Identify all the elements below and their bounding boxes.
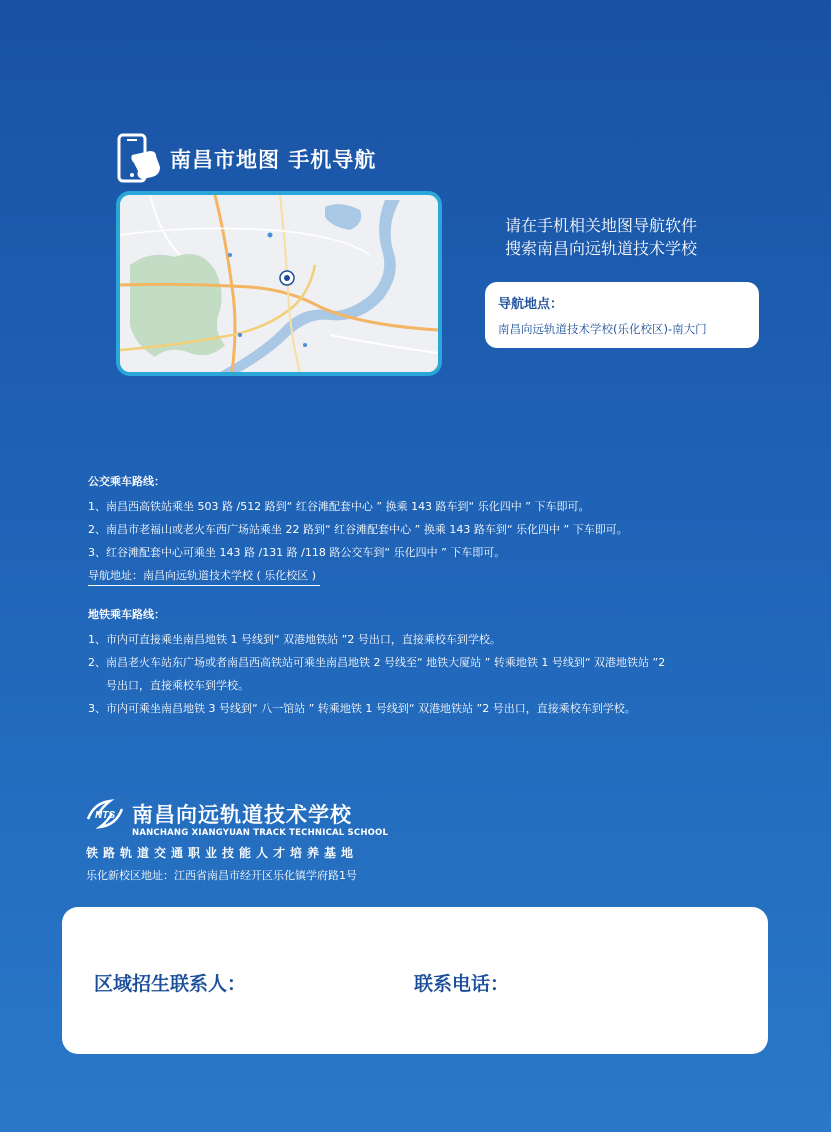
bus-routes-title: 公交乘车路线：	[88, 475, 165, 488]
metro-route-item: 2、南昌老火车站东广场或者南昌西高铁站可乘坐南昌地铁 2 号线至“ 地铁大厦站 ” 转乘地铁 1 号线到“ 双港地铁站 ”2	[88, 656, 666, 669]
nav-title: 南昌市地图 手机导航	[170, 148, 377, 172]
metro-route-item: 3、市内可乘坐南昌地铁 3 号线到“ 八一馆站 ” 转乘地铁 1 号线到“ 双港地铁站 ”2 号出口，直接乘校车到学校。	[88, 702, 636, 715]
school-logo-block	[84, 797, 388, 883]
school-logo-icon	[84, 797, 126, 831]
bus-nav-address: 导航地址：南昌向远轨道技术学校 ( 乐化校区 )	[88, 567, 320, 586]
school-slogan: 铁路轨道交通职业技能人才培养基地	[86, 846, 359, 860]
contact-person-label: 区域招生联系人：	[94, 973, 247, 995]
nav-destination-value: 南昌向远轨道技术学校(乐化校区)-南大门	[498, 322, 707, 336]
bus-route-item: 1、南昌西高铁站乘坐 503 路 /512 路到“ 红谷滩配套中心 ” 换乘 143 路车到“ 乐化四中 ” 下车即可。	[88, 500, 590, 513]
bus-routes	[88, 470, 628, 587]
nav-destination-label: 导航地点：	[498, 297, 564, 312]
metro-route-item: 1、市内可直接乘坐南昌地铁 1 号线到“ 双港地铁站 ”2 号出口，直接乘校车到学校。	[88, 633, 501, 646]
bus-route-item: 3、红谷滩配套中心可乘坐 143 路 /131 路 /118 路公交车到“ 乐化四中 ” 下车即可。	[88, 546, 506, 559]
metro-route-item-continued: 号出口，直接乘校车到学校。	[106, 679, 249, 692]
tip-line-1: 请在手机相关地图导航软件	[505, 216, 698, 235]
contact-card	[62, 907, 768, 1054]
campus-address: 乐化新校区地址：江西省南昌市经开区乐化镇学府路1号	[86, 869, 357, 882]
nav-header	[116, 133, 376, 185]
metro-routes	[88, 603, 665, 720]
metro-routes-title: 地铁乘车路线：	[88, 608, 165, 621]
search-tip	[505, 214, 697, 260]
contact-phone-label: 联系电话：	[414, 973, 510, 995]
svg-text:NTS: NTS	[95, 810, 115, 821]
phone-hand-icon	[116, 133, 164, 185]
map-image	[116, 191, 442, 376]
school-name-cn: 南昌向远轨道技术学校	[132, 803, 352, 827]
tip-line-2: 搜索南昌向远轨道技术学校	[505, 239, 698, 258]
nav-destination-card	[485, 282, 759, 348]
school-name-en: NANCHANG XIANGYUAN TRACK TECHNICAL SCHOOL	[132, 828, 389, 838]
bus-route-item: 2、南昌市老福山或老火车西广场站乘坐 22 路到“ 红谷滩配套中心 ” 换乘 143 路车到“ 乐化四中 ” 下车即可。	[88, 523, 628, 536]
